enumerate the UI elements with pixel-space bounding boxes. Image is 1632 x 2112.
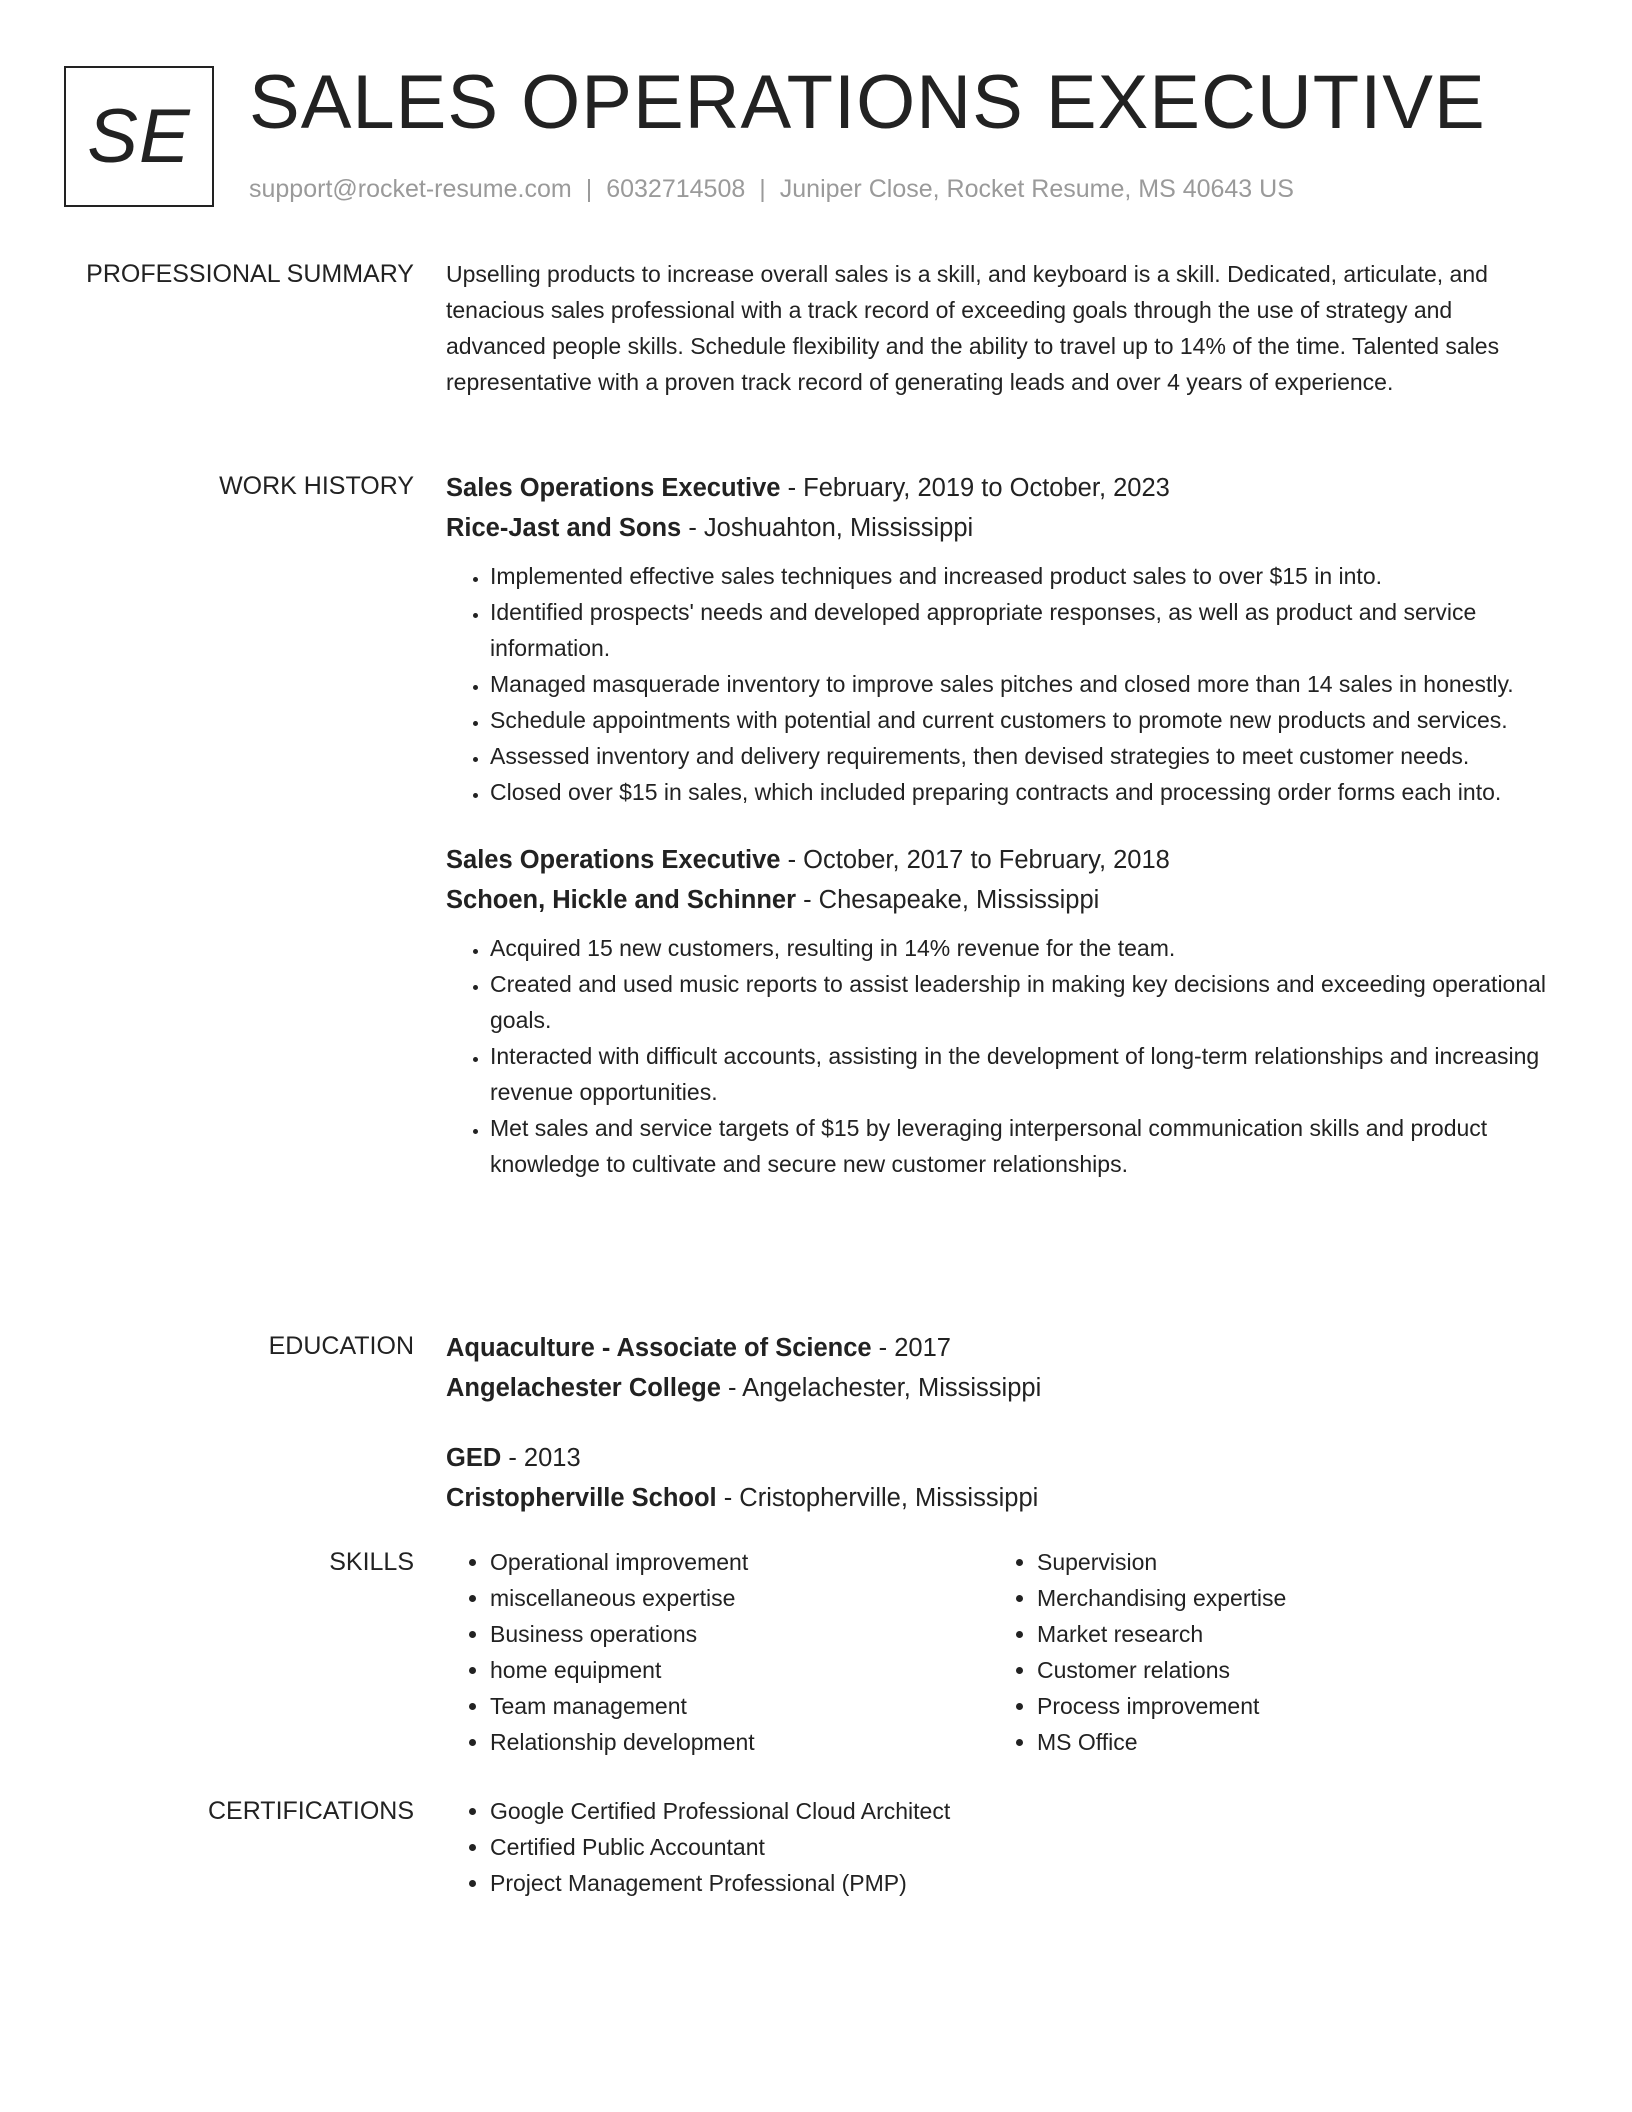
skills-column-left <box>446 1544 993 1760</box>
job-bullet: • Schedule appointments with potential and current customers to promote new products and services. <box>490 702 1556 738</box>
summary-text: Upselling products to increase overall sales is a skill, and keyboard is a skill. Dedicated, articulate, and tenacious sales professional with a track record of exceeding goals through the use of strategy and advanced people skills. Schedule flexibility and the ability to travel up to 14% of the time. Talented sales representative with a proven track record of generating leads and over 4 years of experience. <box>446 261 1500 395</box>
skill-item: • miscellaneous expertise <box>490 1580 993 1616</box>
contact-line <box>249 175 1294 204</box>
job-bullet: • Identified prospects' needs and developed appropriate responses, as well as product and service information. <box>490 594 1556 666</box>
skills-columns <box>446 1544 1556 1760</box>
skills-label: SKILLS <box>329 1548 414 1576</box>
certification-item: • Project Management Professional (PMP) <box>490 1865 1556 1901</box>
certification-item: • Certified Public Accountant <box>490 1829 1556 1865</box>
job-company-line <box>446 508 1556 548</box>
skill-item: • Relationship development <box>490 1724 993 1760</box>
contact-address: Juniper Close, Rocket Resume, MS 40643 US <box>779 175 1294 203</box>
skills-column-right <box>993 1544 1540 1760</box>
job-company: Rice-Jast and Sons <box>446 514 682 542</box>
skill-item: • home equipment <box>490 1652 993 1688</box>
education-degree: GED <box>446 1444 502 1472</box>
job-title-line <box>446 468 1556 508</box>
certifications-content <box>446 1793 1556 1901</box>
job-title: Sales Operations Executive <box>446 474 781 502</box>
certifications-list <box>446 1793 1556 1901</box>
certification-item: • Google Certified Professional Cloud Architect <box>490 1793 1556 1829</box>
job-bullet: • Managed masquerade inventory to improve sales pitches and closed more than 14 sales in honestly. <box>490 666 1556 702</box>
contact-phone[interactable]: 6032714508 <box>606 175 746 203</box>
work-history-label: WORK HISTORY <box>219 472 414 500</box>
education-year: - 2017 <box>871 1334 951 1362</box>
job-bullet: • Implemented effective sales techniques and increased product sales to over $15 in into. <box>490 558 1556 594</box>
education-label: EDUCATION <box>268 1332 414 1360</box>
education-location: - Angelachester, Mississippi <box>720 1374 1042 1402</box>
education-school: Angelachester College <box>446 1374 721 1402</box>
job-dates: - February, 2019 to October, 2023 <box>780 474 1170 502</box>
education-entry <box>446 1328 1556 1408</box>
skill-item: • Process improvement <box>1037 1688 1540 1724</box>
job-company: Schoen, Hickle and Schinner <box>446 886 797 914</box>
skill-item: • Supervision <box>1037 1544 1540 1580</box>
skills-list <box>993 1544 1540 1760</box>
contact-separator: | <box>585 175 593 203</box>
education-entry <box>446 1438 1556 1518</box>
certifications-label: CERTIFICATIONS <box>207 1797 414 1825</box>
education-degree: Aquaculture - Associate of Science <box>446 1334 872 1362</box>
skills-content <box>446 1544 1556 1760</box>
summary-label: PROFESSIONAL SUMMARY <box>86 260 414 288</box>
skill-item: • Operational improvement <box>490 1544 993 1580</box>
job-location: - Joshuahton, Mississippi <box>681 514 974 542</box>
job-bullet: • Acquired 15 new customers, resulting in 14% revenue for the team. <box>490 930 1556 966</box>
job-company-line <box>446 880 1556 920</box>
skill-item: • Team management <box>490 1688 993 1724</box>
job-bullets <box>446 558 1556 810</box>
job-title-line <box>446 840 1556 880</box>
job-bullet: • Closed over $15 in sales, which included preparing contracts and processing order forms each into. <box>490 774 1556 810</box>
skill-item: • MS Office <box>1037 1724 1540 1760</box>
job-entry <box>446 840 1556 1182</box>
job-bullet: • Assessed inventory and delivery requirements, then devised strategies to meet customer needs. <box>490 738 1556 774</box>
education-year: - 2013 <box>501 1444 581 1472</box>
job-bullet: • Met sales and service targets of $15 by leveraging interpersonal communication skills and product knowledge to cultivate and secure new customer relationships. <box>490 1110 1556 1182</box>
skill-item: • Market research <box>1037 1616 1540 1652</box>
job-bullets <box>446 930 1556 1182</box>
job-bullet: • Interacted with difficult accounts, assisting in the development of long-term relationships and increasing revenue opportunities. <box>490 1038 1556 1110</box>
job-entry <box>446 468 1556 810</box>
monogram-initials: SE <box>87 94 191 179</box>
education-degree-line <box>446 1328 1556 1368</box>
job-dates: - October, 2017 to February, 2018 <box>780 846 1170 874</box>
contact-email[interactable]: support@rocket-resume.com <box>249 175 572 203</box>
contact-separator: | <box>759 175 766 203</box>
education-school: Cristopherville School <box>446 1484 717 1512</box>
job-title: Sales Operations Executive <box>446 846 781 874</box>
skills-list <box>446 1544 993 1760</box>
candidate-name: SALES OPERATIONS EXECUTIVE <box>249 60 1486 145</box>
education-location: - Cristopherville, Mississippi <box>716 1484 1039 1512</box>
job-bullet: • Created and used music reports to assist leadership in making key decisions and exceeding operational goals. <box>490 966 1556 1038</box>
education-school-line <box>446 1478 1556 1518</box>
skill-item: • Business operations <box>490 1616 993 1652</box>
skill-item: • Merchandising expertise <box>1037 1580 1540 1616</box>
skill-item: • Customer relations <box>1037 1652 1540 1688</box>
work-history-content <box>446 468 1556 1212</box>
education-degree-line <box>446 1438 1556 1478</box>
summary-content <box>446 256 1556 400</box>
job-location: - Chesapeake, Mississippi <box>796 886 1100 914</box>
monogram-logo <box>64 66 214 207</box>
education-school-line <box>446 1368 1556 1408</box>
education-content <box>446 1328 1556 1548</box>
